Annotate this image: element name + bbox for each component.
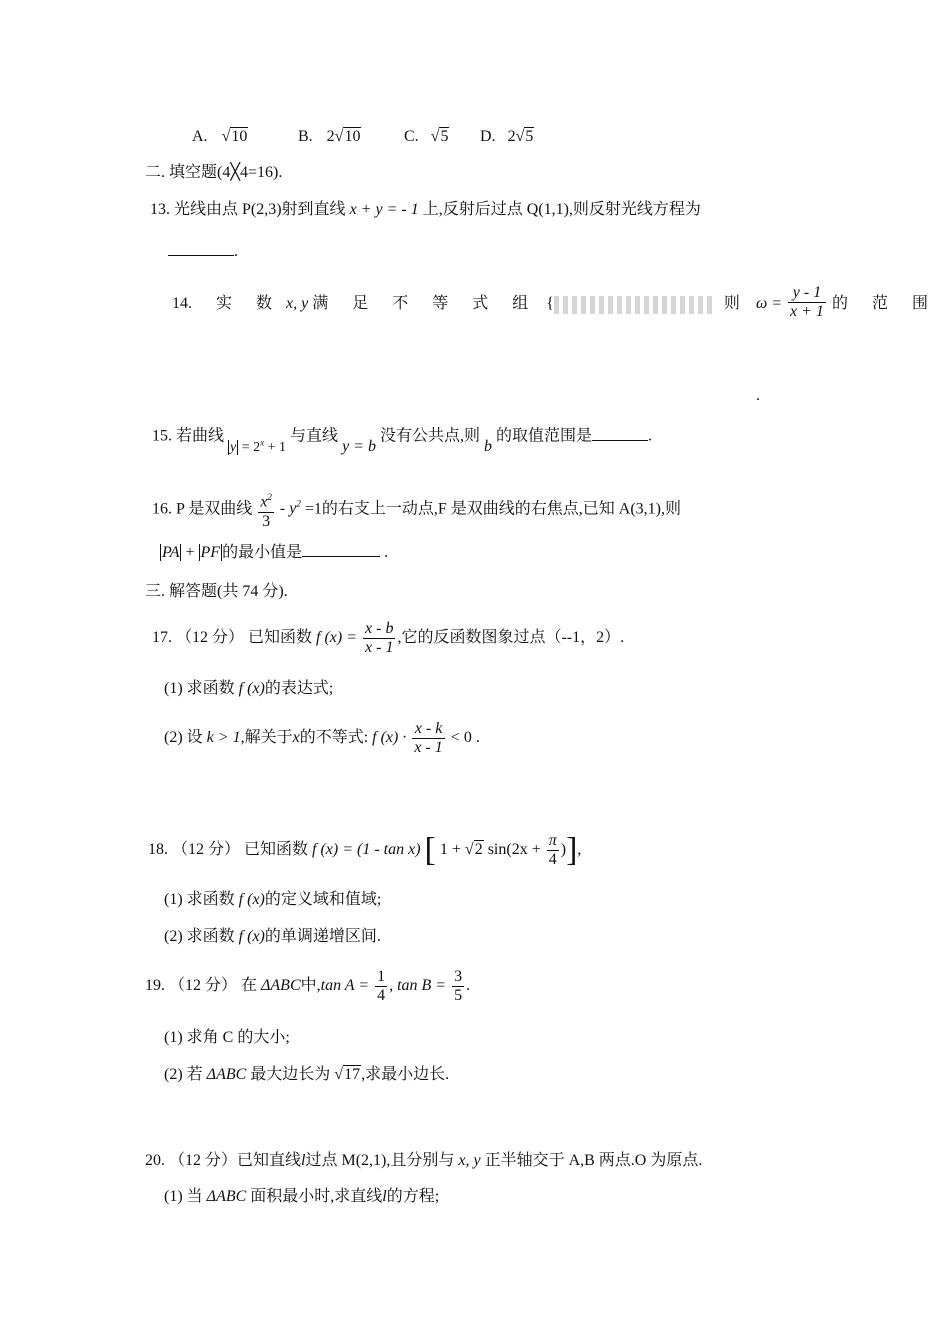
q19-triangle: ΔABC bbox=[261, 977, 301, 994]
q19-part1: (1) 求角 C 的大小; bbox=[164, 1029, 290, 1046]
q16-pa: PA bbox=[162, 544, 180, 561]
q18-pi-den: 4 bbox=[548, 850, 557, 868]
q14-text2: 满 足 不 等 式 组 bbox=[312, 295, 539, 313]
q18-p1-fx: f (x) bbox=[238, 891, 265, 908]
q17-p1-text: (1) 求函数 bbox=[164, 680, 235, 697]
q16-plus: + bbox=[185, 544, 195, 561]
question-19 bbox=[145, 966, 470, 1010]
q15-curve-abs: y bbox=[230, 439, 237, 455]
q18-right-bracket: ] bbox=[566, 831, 578, 869]
q16-blank bbox=[302, 542, 380, 557]
q19-b-den: 5 bbox=[454, 986, 463, 1004]
option-b bbox=[298, 127, 361, 147]
q17-frac-num: x - b bbox=[365, 619, 394, 637]
q18-p2-text: (2) 求函数 bbox=[164, 928, 235, 945]
option-c-value: √5 bbox=[430, 128, 449, 145]
section-2-title: 二. 填空题(4╳4=16). bbox=[145, 164, 283, 181]
q16-frac-num bbox=[258, 488, 274, 512]
q15-text2: 与直线 bbox=[290, 427, 339, 445]
question-20 bbox=[145, 1151, 702, 1171]
q18-p2-end: 的单调递增区间. bbox=[264, 928, 381, 945]
option-c bbox=[404, 127, 449, 147]
q16-eq: =1 bbox=[304, 500, 322, 518]
q19-a-fraction bbox=[375, 968, 387, 1005]
q20-p1-text: (1) 当 bbox=[164, 1188, 203, 1205]
option-a bbox=[192, 127, 248, 147]
q16-text1: 16. P 是双曲线 bbox=[152, 500, 253, 518]
q19-tanA: tan A = bbox=[320, 977, 370, 994]
q14-fraction bbox=[788, 284, 826, 321]
q16-mid bbox=[280, 500, 301, 517]
option-b-value: √10 bbox=[334, 128, 361, 145]
q18-p1-end: 的定义域和值域; bbox=[264, 891, 382, 908]
option-a-value: √10 bbox=[221, 128, 248, 145]
q20-text1: 过点 M(2,1),且分别与 bbox=[305, 1152, 455, 1169]
q18-tail: , bbox=[577, 841, 582, 858]
question-18 bbox=[148, 828, 581, 874]
q19-p2-text2: 最大边长为 bbox=[250, 1066, 331, 1083]
q17-part1 bbox=[164, 679, 333, 699]
q20-p1-l: l bbox=[382, 1188, 387, 1205]
q15-curve-tail: + 1 bbox=[267, 439, 287, 455]
q18-pi-num: π bbox=[548, 831, 557, 849]
q13-text2: 上,反射后过点 Q(1,1),则反射光线方程为 bbox=[422, 201, 701, 218]
q18-part2 bbox=[164, 927, 381, 947]
q13-answer-line bbox=[168, 241, 238, 262]
q18-inner1: 1 + bbox=[439, 841, 461, 858]
q13-line-equation: x + y = - 1 bbox=[349, 201, 419, 218]
q19-mid: 中, bbox=[300, 977, 321, 994]
q17-p2-k: k > 1 bbox=[206, 729, 241, 746]
option-d-label: D. bbox=[480, 128, 496, 145]
q17-part2 bbox=[164, 718, 480, 762]
option-c-label: C. bbox=[404, 128, 419, 145]
q18-p2-fx: f (x) bbox=[238, 928, 265, 945]
q15-curve bbox=[228, 437, 287, 455]
q16-mid-exp: 2 bbox=[296, 499, 301, 509]
q20-text2: 正半轴交于 A,B 两点.O 为原点. bbox=[484, 1152, 703, 1169]
q14-frac-den: x + 1 bbox=[790, 303, 824, 320]
q16-fraction bbox=[258, 488, 274, 530]
option-b-label: B. bbox=[298, 128, 313, 145]
q17-fraction bbox=[363, 620, 395, 657]
question-17 bbox=[152, 618, 624, 662]
q16-frac-num-exp: 2 bbox=[267, 492, 272, 503]
q19-tanB: , tan B = bbox=[389, 977, 447, 994]
question-14 bbox=[172, 286, 938, 326]
q15-bvar: b bbox=[483, 437, 492, 455]
q18-inner3: ) bbox=[560, 841, 567, 858]
q18-part1 bbox=[164, 890, 381, 910]
q19-b-fraction bbox=[452, 968, 464, 1005]
q14-omega: ω = bbox=[755, 295, 783, 313]
q14-frac-num: y - 1 bbox=[788, 284, 826, 303]
q19-p2-triangle: ΔABC bbox=[206, 1066, 247, 1083]
q17-p2-fraction bbox=[412, 720, 444, 757]
q15-line-eq: y = b bbox=[342, 437, 376, 455]
q17-frac-den: x - 1 bbox=[365, 638, 394, 656]
q18-sqrt-value: 2 bbox=[474, 841, 483, 858]
q16-line2-text: 的最小值是 bbox=[222, 544, 303, 561]
q14-text4: 的 范 围 bbox=[831, 295, 938, 313]
q16-line2 bbox=[160, 542, 388, 563]
question-16 bbox=[152, 484, 681, 528]
q18-pi-fraction bbox=[547, 832, 559, 869]
q17-head: 17. （12 分） 已知函数 bbox=[152, 629, 313, 646]
q16-frac-num-x: x bbox=[260, 493, 268, 511]
q17-fx: f (x) = bbox=[316, 629, 358, 646]
q14-text1: 实 数 bbox=[216, 295, 283, 313]
q16-frac-den: 3 bbox=[262, 512, 271, 530]
q15-text3: 没有公共点,则 bbox=[379, 427, 480, 445]
q16-end: . bbox=[384, 544, 389, 561]
q18-fx: f (x) = (1 - tan x) bbox=[312, 841, 421, 858]
q18-sqrt: √2 bbox=[464, 841, 483, 858]
q13-blank bbox=[168, 241, 234, 256]
q17-p1-fx: f (x) bbox=[238, 680, 265, 697]
q17-p2-fx: f (x) · bbox=[372, 729, 407, 746]
q20-xy: x, y bbox=[458, 1152, 481, 1169]
q19-head: 19. （12 分） 在 bbox=[145, 977, 258, 994]
options-row bbox=[192, 127, 552, 149]
q17-p2-text3: 的不等式: bbox=[299, 729, 369, 746]
q17-p2-x: x bbox=[292, 729, 300, 746]
q19-p2-sqrt-value: 17 bbox=[344, 1066, 361, 1083]
option-a-label: A. bbox=[192, 128, 208, 145]
q20-p1-text2: 面积最小时,求直线 bbox=[250, 1188, 383, 1205]
q15-end: . bbox=[648, 427, 652, 445]
q19-a-den: 4 bbox=[377, 986, 386, 1004]
q15-text1: 15. 若曲线 bbox=[152, 427, 225, 445]
q16-text2: 的右支上一动点,F 是双曲线的右焦点,已知 A(3,1),则 bbox=[321, 500, 682, 518]
q19-end: . bbox=[466, 977, 471, 994]
q16-pf: PF bbox=[200, 544, 221, 561]
q20-part1 bbox=[164, 1187, 439, 1207]
q14-number: 14. bbox=[172, 295, 192, 313]
q19-p2-sqrt: √17 bbox=[334, 1066, 361, 1083]
q16-mid-text: - y bbox=[279, 500, 297, 518]
option-d-coef: 2 bbox=[507, 128, 516, 145]
q17-p2-frac-den: x - 1 bbox=[414, 738, 443, 756]
q19-b-num: 3 bbox=[454, 967, 463, 985]
option-b-coef: 2 bbox=[326, 128, 335, 145]
q14-inequality-system bbox=[554, 296, 714, 314]
q19-p2-text: (2) 若 bbox=[164, 1066, 203, 1083]
q14-system-brace: { bbox=[546, 295, 554, 313]
q19-a-num: 1 bbox=[377, 967, 386, 985]
q18-inner2: sin(2x + bbox=[487, 841, 541, 858]
question-15 bbox=[152, 422, 652, 455]
q17-p2-text2: ,解关于 bbox=[240, 729, 293, 746]
q15-text4: 的取值范围是 bbox=[495, 427, 592, 445]
q20-p1-end: 的方程; bbox=[386, 1188, 440, 1205]
q14-text3: 则 bbox=[723, 295, 740, 313]
q15-curve-rest: = 2 bbox=[241, 439, 261, 455]
q18-p1-text: (1) 求函数 bbox=[164, 891, 235, 908]
q19-part2 bbox=[164, 1065, 449, 1085]
q17-p2-text: (2) 设 bbox=[164, 729, 203, 746]
q17-p1-end: 的表达式; bbox=[264, 680, 334, 697]
option-d-value: √5 bbox=[515, 128, 534, 145]
q20-p1-triangle: ΔABC bbox=[206, 1188, 247, 1205]
q15-curve-exp: x bbox=[260, 437, 265, 447]
q18-left-bracket: [ bbox=[424, 831, 436, 869]
q17-tail: ,它的反函数图象过点（--1，2）. bbox=[397, 629, 625, 646]
q13-text1: 13. 光线由点 P(2,3)射到直线 bbox=[150, 201, 346, 218]
q18-head: 18. （12 分） 已知函数 bbox=[148, 841, 309, 858]
question-13 bbox=[150, 200, 701, 220]
q20-l: l bbox=[301, 1152, 306, 1169]
q17-p2-frac-num: x - k bbox=[412, 720, 444, 739]
q13-end: . bbox=[234, 243, 238, 260]
q14-end: . bbox=[756, 387, 760, 404]
q17-p2-end: < 0 . bbox=[450, 729, 480, 746]
q19-p2-end: ,求最小边长. bbox=[361, 1066, 450, 1083]
q20-head: 20. （12 分）已知直线 bbox=[145, 1152, 302, 1169]
q14-vars: x, y bbox=[286, 295, 309, 313]
option-d bbox=[480, 127, 534, 147]
q15-blank bbox=[592, 426, 648, 441]
section-3-title: 三. 解答题(共 74 分). bbox=[145, 583, 288, 600]
